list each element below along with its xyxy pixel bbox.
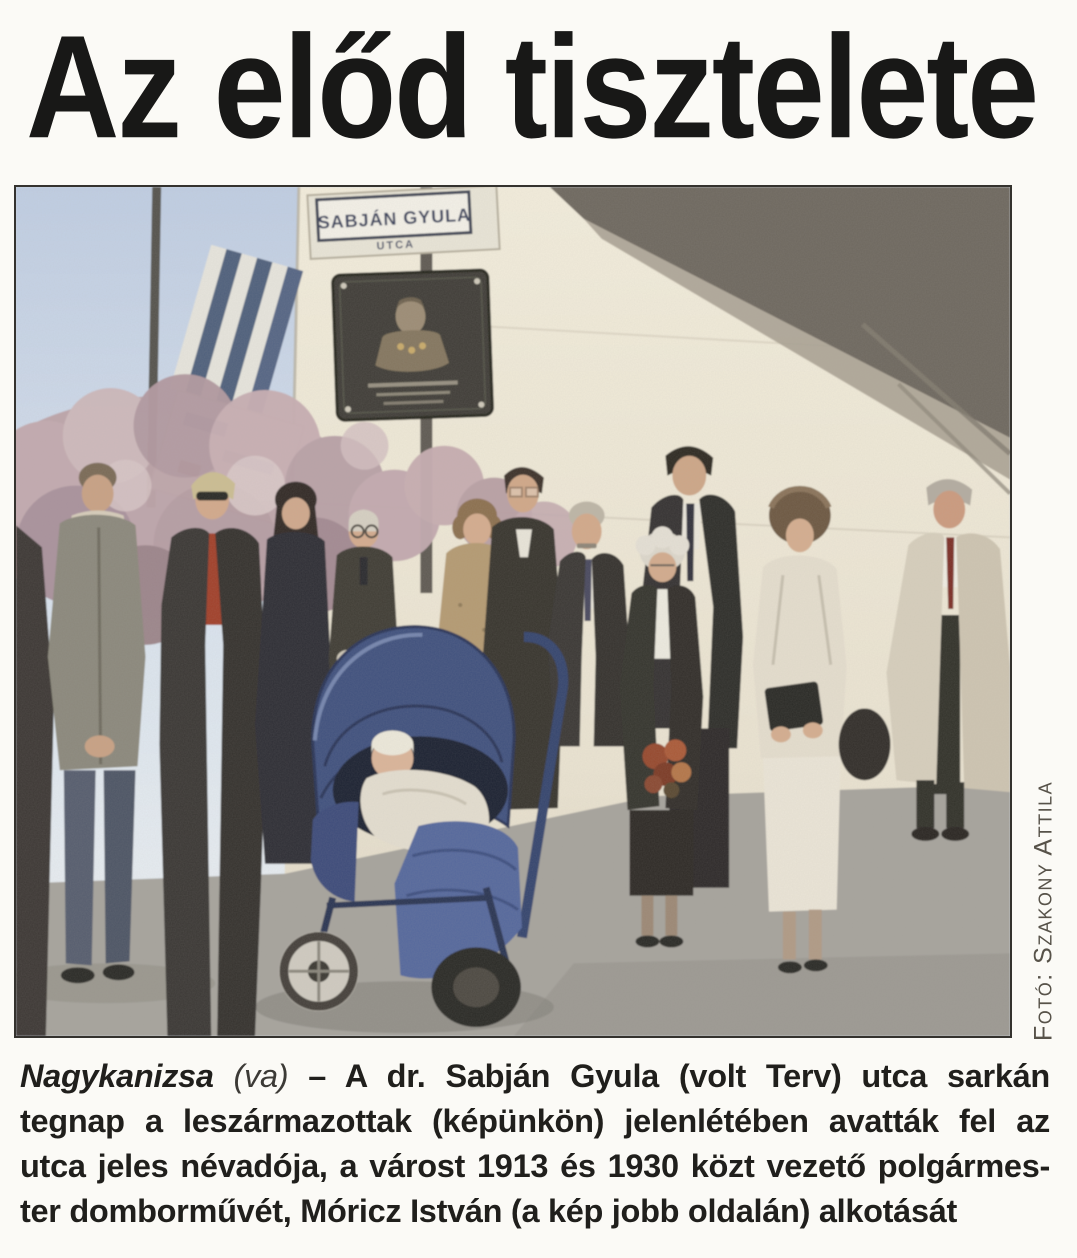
- caption-line-1-text: A dr. Sabján Gyula (volt Terv) utca sarkán: [344, 1058, 1050, 1094]
- caption-line-3: utca jeles névadója, a várost 1913 és 1930 közt vezető polgármes-: [20, 1148, 1050, 1184]
- photo-scene: [16, 187, 1010, 1036]
- news-photograph: [14, 185, 1012, 1038]
- caption-byline: (va): [233, 1058, 289, 1094]
- photo-credit: Fotó: Szakony Attila: [1029, 780, 1058, 1041]
- caption-location: Nagykanizsa: [20, 1058, 214, 1094]
- article-headline: Az előd tisztelete: [26, 5, 1037, 169]
- caption-line-1: [20, 1054, 1050, 1099]
- caption-line-2: tegnap a leszármazottak (képünkön) jelenlétében avatták fel az: [20, 1103, 1050, 1139]
- caption-block: [20, 1054, 1050, 1234]
- caption-line-4: ter domborművét, Móricz István (a kép jobb oldalán) alkotását: [20, 1193, 958, 1229]
- caption-dash: –: [308, 1058, 327, 1094]
- grain-overlay: [16, 187, 1010, 1036]
